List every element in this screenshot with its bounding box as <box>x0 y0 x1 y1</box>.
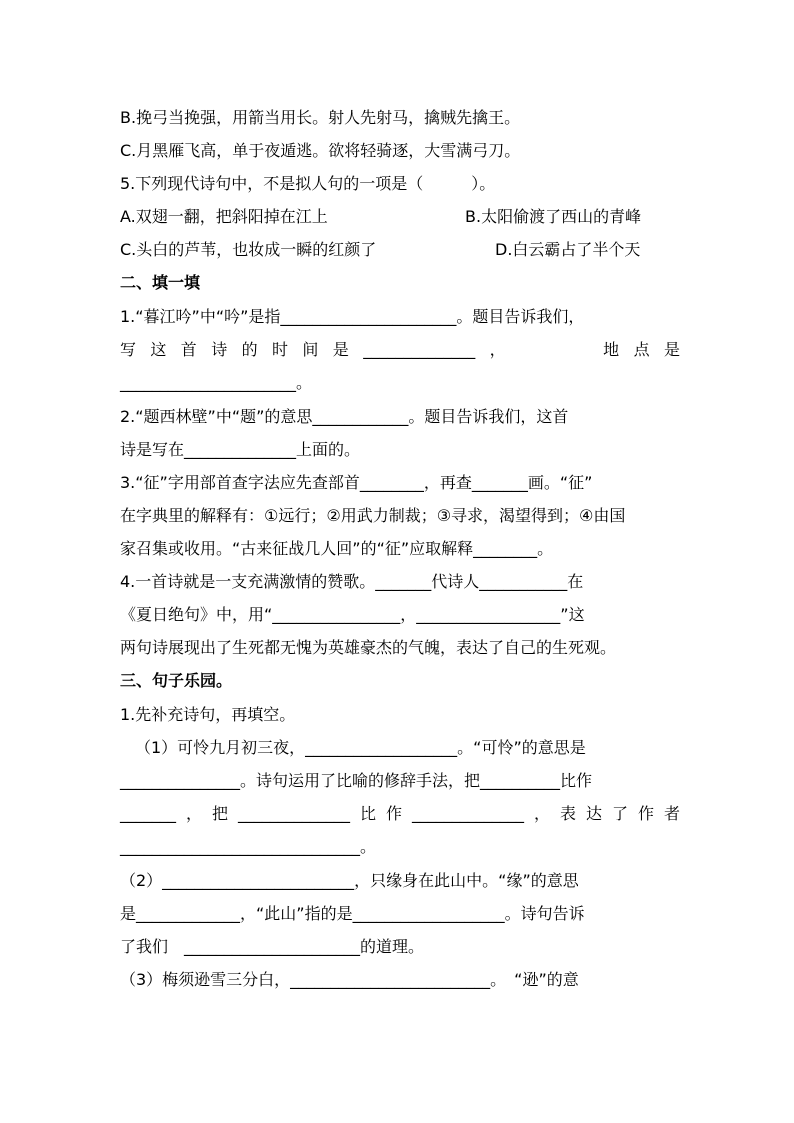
q2-3-line2: 在字典里的解释有：①远行；②用武力制裁；③寻求，渴望得到；④由国 <box>120 506 626 525</box>
q2-4-line2: 《夏日绝句》中，用“________________，__________________”这 <box>120 605 585 624</box>
option-c: C.头白的芦苇，也妆成一瞬的红颜了 <box>120 240 377 259</box>
question-5: 5.下列现代诗句中，不是拟人句的一项是（ ）。 <box>120 174 496 193</box>
q3-1-1-line1: （1）可怜九月初三夜，___________________。“可怜”的意思是 <box>135 738 586 757</box>
options-row-ab <box>120 200 680 233</box>
q3-1-1-line2: _______________。诗句运用了比喻的修辞手法，把__________比作 <box>120 771 593 790</box>
q2-3-line1: 3.“征”字用部首查字法应先查部首________，再查_______画。“征” <box>120 473 593 492</box>
q3-1-1-line3: _______，把______________比作______________，表达了作者 <box>120 804 680 823</box>
q2-3-line3: 家召集或收用。“古来征战几人回”的“征”应取解释________。 <box>120 539 554 558</box>
options-row-cd <box>120 233 680 266</box>
option-d: D.白云霸占了半个天 <box>495 240 641 259</box>
q2-1-line1: 1.“暮江吟”中“吟”是指______________________。题目告诉我们， <box>120 307 585 326</box>
option-a: A.双翅一翻，把斜阳掉在江上 <box>120 207 328 226</box>
q2-4-line1: 4.一首诗就是一支充满激情的赞歌。_______代诗人___________在 <box>120 572 584 591</box>
q3-1-2-line2: 是_____________，“此山”指的是___________________。诗句告诉 <box>120 904 585 923</box>
option-b-poem: B.挽弓当挽强，用箭当用长。射人先射马，擒贼先擒王。 <box>120 108 521 127</box>
q3-1-3-line1: （3）梅须逊雪三分白，_________________________。 “逊”的意 <box>120 970 579 989</box>
q2-4-line3: 两句诗展现出了生死都无愧为英雄豪杰的气魄，表达了自己的生死观。 <box>120 638 617 657</box>
q2-1-line2: 写这首诗的时间是______________， 地点是 <box>120 340 680 359</box>
q2-2-line1: 2.“题西林壁”中“题”的意思____________。题目告诉我们，这首 <box>120 407 569 426</box>
q3-1-2-line1: （2）________________________，只缘身在此山中。“缘”的意思 <box>120 871 579 890</box>
q3-1-1-line4: ______________________________。 <box>120 837 377 856</box>
q2-2-line2: 诗是写在______________上面的。 <box>120 440 361 459</box>
section-2-heading: 二、填一填 <box>120 273 201 292</box>
q3-1-intro: 1.先补充诗句，再填空。 <box>120 705 296 724</box>
option-c-poem: C.月黑雁飞高，单于夜遁逃。欲将轻骑逐，大雪满弓刀。 <box>120 141 521 160</box>
option-b: B.太阳偷渡了西山的青峰 <box>465 207 642 226</box>
section-3-heading: 三、句子乐园。 <box>120 671 233 690</box>
q3-1-2-line3: 了我们 ______________________的道理。 <box>120 937 425 956</box>
q2-1-line3: ______________________。 <box>120 373 313 392</box>
